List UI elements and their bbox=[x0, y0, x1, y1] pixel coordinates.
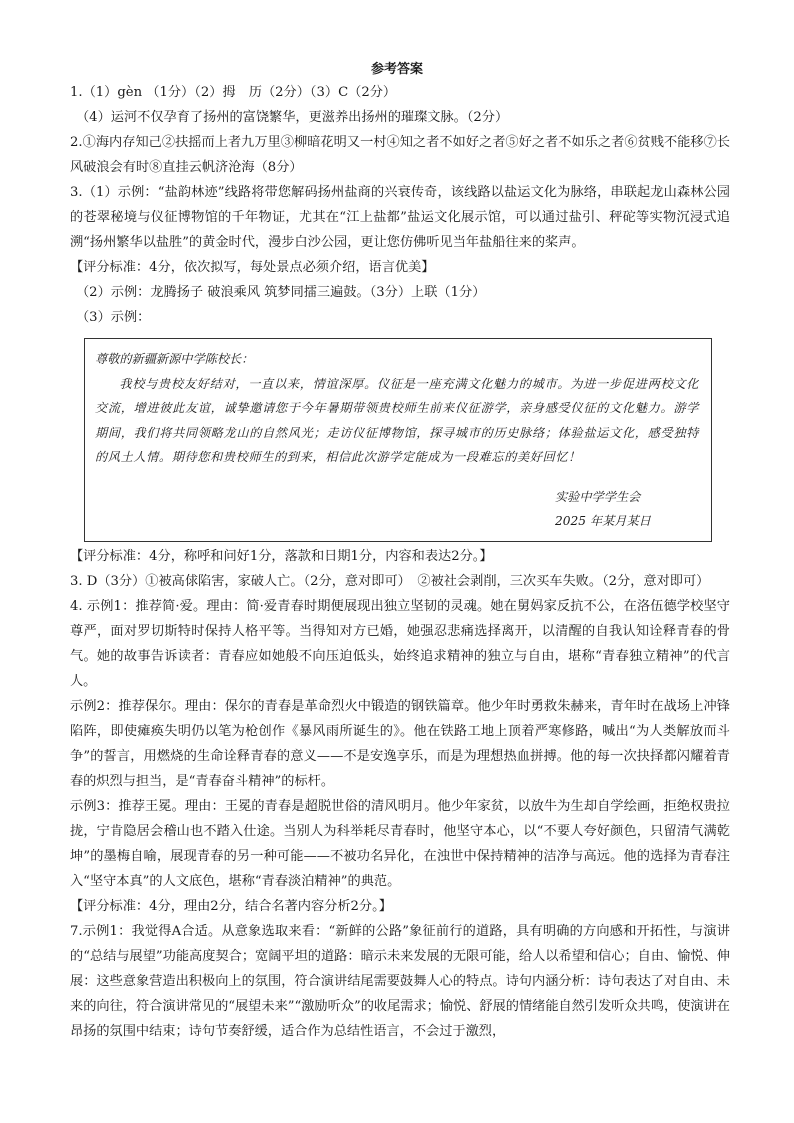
letter-body: 我校与贵校友好结对，一直以来，情谊深厚。仪征是一座充满文化魅力的城市。为进一步促进两校文化交流，增进彼此友谊，诚挚邀请您于今年暑期带领贵校师生前来仪征游学，亲身感受仪征的文化魅力。游学期间，我们将共同领略龙山的自然风光；走访仪征博物馆，探寻城市的历史脉络；体验盐运文化，感受独特的风土人情。期待您和贵校师生的到来，相信此次游学定能成为一段难忘的美好回忆！ bbox=[95, 376, 699, 464]
answer-q1: 1.（1）gèn （1分）（2）拇 历（2分）（3）C（2分） bbox=[70, 85, 397, 100]
answer-q2: 2.①海内存知己②扶摇而上者九万里③柳暗花明又一村④知之者不如好之者⑤好之者不如乐之者⑥贫贱不能移⑦长风破浪会有时⑧直挂云帆济沧海（8分） bbox=[70, 135, 730, 175]
answer-q3-2: （2）示例：龙腾扬子 破浪乘风 筑梦同擂三遍鼓。（3分）上联（1分） bbox=[76, 285, 486, 300]
score-standard-q3-1: 【评分标准：4分，依次拟写，每处景点必须介绍，语言优美】 bbox=[70, 260, 435, 275]
score-standard-q4: 【评分标准：4分，理由2分，结合名著内容分析2分。】 bbox=[70, 899, 392, 914]
answer-q1-4: （4）运河不仅孕育了扬州的富饶繁华，更滋养出扬州的璀璨文脉。（2分） bbox=[76, 110, 509, 125]
letter-signer: 实验中学学生会 bbox=[555, 490, 641, 504]
answer-q3-d: 3. D（3分）①被高俅陷害，家破人亡。（2分，意对即可） ②被社会剥削，三次买车失败。（2分，意对即可） bbox=[70, 574, 710, 589]
answer-q4-example-2: 示例2：推荐保尔。理由：保尔的青春是革命烈火中锻造的钢铁篇章。他少年时勇救朱赫来，青年时在战场上冲锋陷阵，即使瘫痪失明仍以笔为枪创作《暴风雨所诞生的》。他在铁路工地上顶着严寒修路，喊出“为人类解放而斗争”的誓言，用燃烧的生命诠释青春的意义——不是安逸享乐，而是为理想热血拼搏。他的每一次抉择都闪耀着青春的炽烈与担当，是“青春奋斗精神”的标杆。 bbox=[70, 699, 730, 789]
answer-q3-3: （3）示例： bbox=[76, 310, 151, 325]
score-standard-q3-3: 【评分标准：4分，称呼和问好1分，落款和日期1分，内容和表达2分。】 bbox=[70, 549, 493, 564]
answer-q4-example-3: 示例3：推荐王冕。理由：王冕的青春是超脱世俗的清风明月。他少年家贫，以放牛为生却自学绘画，拒绝权贵拉拢，宁肯隐居会稽山也不踏入仕途。当别人为科举耗尽青春时，他坚守本心，以“不要人夸好颜色，只留清气满乾坤”的墨梅自喻，展现青春的另一种可能——不被功名异化，在浊世中保持精神的洁净与高远。他的选择为青春注入“坚守本真”的人文底色，堪称“青春淡泊精神”的典范。 bbox=[70, 799, 730, 889]
answer-content bbox=[70, 80, 730, 1044]
sample-letter-box bbox=[84, 338, 712, 542]
letter-signature bbox=[555, 485, 651, 533]
letter-date: 2025 年某月某日 bbox=[555, 514, 651, 528]
answer-q7: 7.示例1：我觉得A合适。从意象选取来看：“新鲜的公路”象征前行的道路，具有明确的方向感和开拓性，与演讲的“总结与展望”功能高度契合；宽阔平坦的道路：暗示未来发展的无限可能，给人以希望和信心；自由、愉悦、伸展：这些意象营造出积极向上的氛围，符合演讲结尾需要鼓舞人心的特点。诗句内涵分析：诗句表达了对自由、未来的向往，符合演讲常见的“展望未来”“激励听众”的收尾需求；愉悦、舒展的情绪能自然引发听众共鸣，使演讲在昂扬的氛围中结束；诗句节奏舒缓，适合作为总结性语言，不会过于激烈， bbox=[70, 924, 730, 1039]
answer-q3-1: 3.（1）示例：“盐韵林迹”线路将带您解码扬州盐商的兴衰传奇，该线路以盐运文化为脉络，串联起龙山森林公园的苍翠秘境与仪征博物馆的千年物证，尤其在“江上盐都”盐运文化展示馆，可以通过盐引、秤砣等实物沉浸式追溯“扬州繁华以盐胜”的黄金时代，漫步白沙公园，更让您仿佛听见当年盐船往来的桨声。 bbox=[70, 185, 730, 250]
page-title: 参考答案 bbox=[370, 62, 423, 77]
answer-q4-example-1: 4. 示例1：推荐简·爱。理由：简·爱青春时期便展现出独立坚韧的灵魂。她在舅妈家反抗不公，在洛伍德学校坚守尊严，面对罗切斯特时保持人格平等。当得知对方已婚，她强忍悲痛选择离开，以清醒的自我认知诠释青春的骨气。她的故事告诉读者：青春应如她般不向压迫低头，始终追求精神的独立与自由，堪称“青春独立精神”的代言人。 bbox=[70, 599, 730, 689]
letter-greeting: 尊敬的新疆新源中学陈校长： bbox=[95, 352, 254, 366]
